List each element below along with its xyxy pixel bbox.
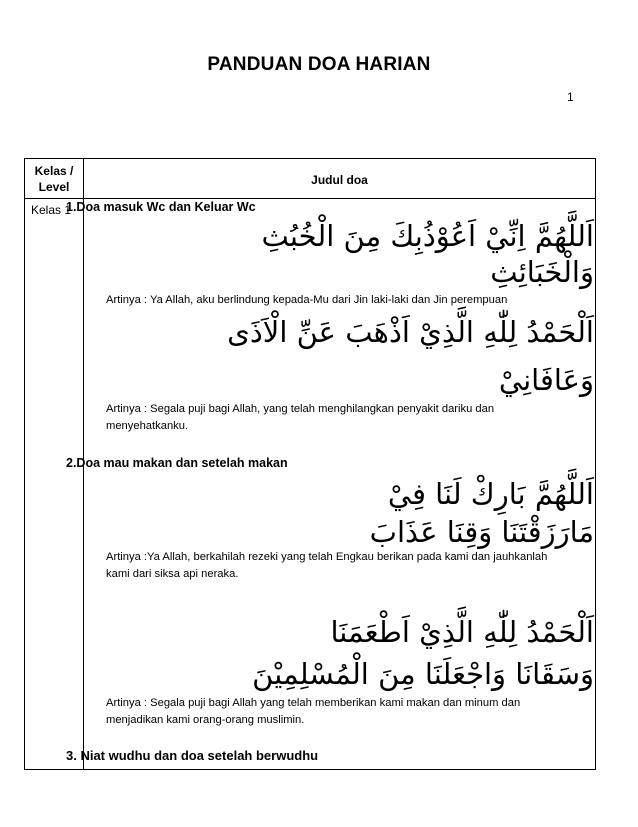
section-heading-3: 3. Niat wudhu dan doa setelah berwudhu <box>66 748 319 763</box>
arabic-line: وَعَافَانِيْ <box>498 363 594 397</box>
section-heading-2: 2.Doa mau makan dan setelah makan <box>66 456 288 470</box>
meaning-text: Artinya :Ya Allah, berkahilah rezeki yang telah Engkau berikan pada kami dan jauhkanlah kami dari siksa api neraka. <box>106 551 548 580</box>
section-heading-1: 1.Doa masuk Wc dan Keluar Wc <box>66 200 256 214</box>
arabic-line: اَللَّهُمَّ بَارِكْ لَنَا فِيْ <box>387 477 594 511</box>
row-kelas-label: Kelas 1 <box>31 203 72 217</box>
meaning-text: Artinya : Segala puji bagi Allah yang telah memberikan kami makan dan minum dan menjadikan kami orang-orang muslimin. <box>106 697 521 726</box>
arabic-line: اَللَّهُمَّ اِنِّيْ اَعُوْذُبِكَ مِنَ الْخُبُثِ <box>261 219 594 253</box>
arabic-line: وَسَقَانَا وَاجْعَلَنَا مِنَ الْمُسْلِمِيْنَ <box>252 657 594 691</box>
header-judul-doa: Judul doa <box>311 173 368 187</box>
arabic-line: مَارَزَقْتَنَا وَقِنَا عَذَابَ <box>369 515 594 549</box>
arabic-line: وَالْخَبَائِثِ <box>490 255 594 289</box>
page-number: 1 <box>567 90 574 104</box>
page-title: PANDUAN DOA HARIAN <box>207 54 431 75</box>
meaning-text: Artinya : Segala puji bagi Allah, yang telah menghilangkan penyakit dariku dan menyehatkanku. <box>106 403 495 432</box>
arabic-line: اَلْحَمْدُ لِلّٰهِ الَّذِيْ اَطْعَمَنَا <box>330 615 594 649</box>
header-kelas-level: Kelas / Level <box>34 164 74 194</box>
arabic-line: اَلْحَمْدُ لِلّٰهِ الَّذِيْ اَذْهَبَ عَنِّ الْاَذَى <box>227 315 594 349</box>
meaning-text: Artinya : Ya Allah, aku berlindung kepada-Mu dari Jin laki-laki dan Jin perempuan <box>106 294 508 306</box>
header-divider <box>25 198 595 199</box>
